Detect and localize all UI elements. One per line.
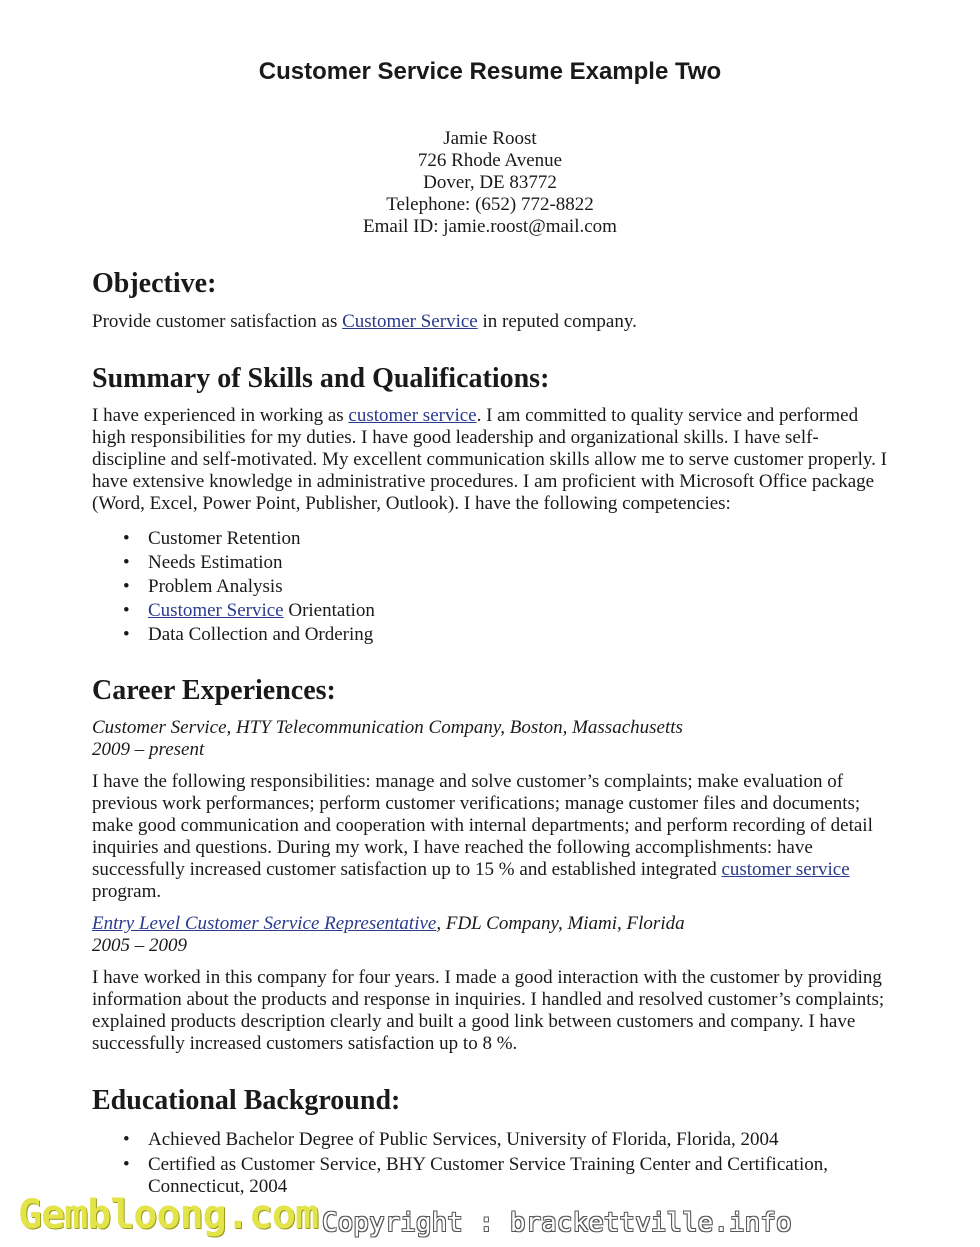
list-item: • Customer Service Orientation <box>123 600 375 621</box>
contact-email: Email ID: jamie.roost@mail.com <box>363 216 617 237</box>
objective-text-after: in reputed company. <box>477 311 637 332</box>
job2-dates: 2005 – 2009 <box>92 935 187 956</box>
contact-block <box>0 128 980 238</box>
list-item: • Data Collection and Ordering <box>123 624 374 645</box>
list-item: • Needs Estimation <box>123 552 283 573</box>
career-heading: Career Experiences: <box>92 675 336 706</box>
job1-dates: 2009 – present <box>92 739 205 760</box>
education-heading: Educational Background: <box>92 1085 401 1116</box>
contact-address: 726 Rhode Avenue <box>417 150 563 171</box>
skills-text-after: . I am committed to quality service and performed high responsibilities for my duties. I have good leadership and organizational skills. I have self-discipline and self-motivated. My excellent communication skills allow me to serve customer properly. I have extensive knowledge in administrative procedures. I am proficient with Microsoft Office package (Word, Excel, Power Point, Publisher, Outlook). I have the following competencies: <box>92 405 887 514</box>
skills-customer-service-link[interactable]: customer service <box>348 405 477 426</box>
bullet-icon: • <box>123 600 130 621</box>
job1-customer-service-link[interactable]: customer service <box>721 859 850 880</box>
list-item: • Customer Retention <box>123 528 301 549</box>
objective-text <box>92 311 892 333</box>
job1-description: I have the following responsibilities: manage and solve customer’s complaints; make evaluation of previous work performances; perform customer verifications; manage customer files and documents; make good communication and cooperation with internal departments; and perform recording of detail inquiries and questions. During my work, I have reached the following accomplishments: have successfully increased customer satisfaction up to 15 % and established integrated customer service program. <box>92 771 873 902</box>
bullet-icon: • <box>123 1154 130 1175</box>
list-item: • Certified as Customer Service, BHY Customer Service Training Center and Certification, Connecticut, 2004 <box>123 1154 828 1197</box>
bullet-icon: • <box>123 576 130 597</box>
contact-name: Jamie Roost <box>443 128 537 149</box>
job2-description: I have worked in this company for four years. I made a good interaction with the customer by providing information about the products and response in inquiries. I handled and resolved customer’s complaints; explained products description clearly and built a good link between customers and company. I have successfully increased customers satisfaction up to 8 %. <box>92 967 885 1054</box>
job2-title: Entry Level Customer Service Representative, FDL Company, Miami, Florida <box>92 913 685 934</box>
job1-title: Customer Service, HTY Telecommunication Company, Boston, Massachusetts <box>92 717 683 738</box>
bullet-icon: • <box>123 1129 130 1150</box>
competencies-list <box>92 527 375 647</box>
objective-customer-service-link[interactable]: Customer Service <box>342 311 478 332</box>
bullet-icon: • <box>123 552 130 573</box>
list-item: • Problem Analysis <box>123 576 283 597</box>
objective-heading: Objective: <box>92 268 217 299</box>
page-title: Customer Service Resume Example Two <box>258 58 722 85</box>
contact-phone: Telephone: (652) 772-8822 <box>386 194 594 215</box>
education-list <box>92 1129 892 1201</box>
contact-city: Dover, DE 83772 <box>423 172 557 193</box>
job2-title-link[interactable]: Entry Level Customer Service Representative <box>92 913 437 934</box>
list-item: • Achieved Bachelor Degree of Public Services, University of Florida, Florida, 2004 <box>123 1129 779 1150</box>
watermark-right: Copyright : brackettville.info <box>322 1208 792 1238</box>
competency-customer-service-link[interactable]: Customer Service <box>148 600 284 621</box>
objective-text-before: Provide customer satisfaction as <box>92 311 343 332</box>
skills-text-before: I have experienced in working as <box>92 405 349 426</box>
skills-paragraph <box>92 405 892 515</box>
bullet-icon: • <box>123 624 130 645</box>
bullet-icon: • <box>123 528 130 549</box>
watermark-left: Gembloong.com <box>18 1192 319 1238</box>
skills-heading: Summary of Skills and Qualifications: <box>92 363 550 394</box>
